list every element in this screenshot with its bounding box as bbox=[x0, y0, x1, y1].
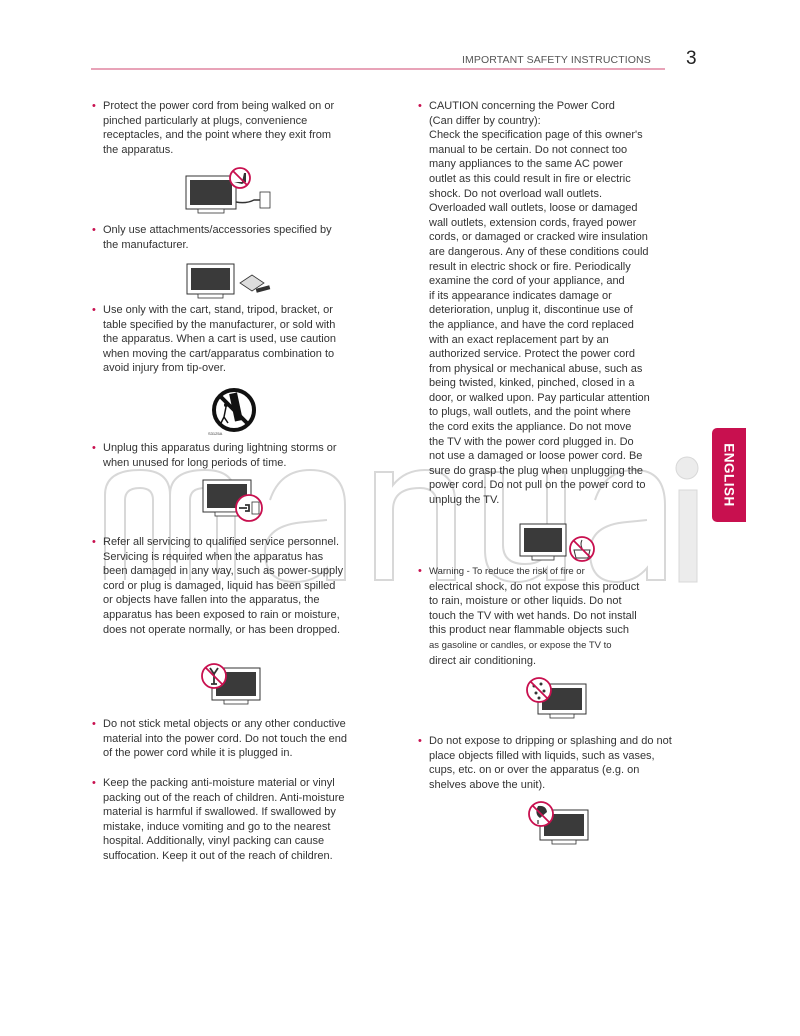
safety-item-power-cord-caution: • CAUTION concerning the Power Cord (Can differ by country): Check the specification page of this owner's manual to be certain. Do not connect too many appliances to the same AC power outlet as this could result in fire or electric shock. Do not overload wall outlets. Overloaded wall outlets, loose or damaged wall outlets, extension cords, frayed power cords, or damaged or cracked wire insulation are dangerous. Any of these conditions could result in electric shock or fire. Periodically examine the cord of your appliance, and if its appearance indicates damage or deterioration, unplug it, discontinue use of the appliance, and have the cord replaced with an exact replacement part by an authorized service. Protect the power cord from physical or mechanical abuse, such as being twisted, kinked, pinched, closed in a door, or walked upon. Pay particular attention to plugs, wall outlets, and the point where the cord exits the appliance. Do not move the TV with the power cord plugged in. Do not use a damaged or loose power cord. Be sure do grasp the plug when unplugging the power cord. Do not pull on the power cord to unplug the TV. bbox=[418, 100, 650, 507]
page-number: 3 bbox=[686, 48, 697, 69]
cart-tip-over-warning-icon bbox=[206, 387, 260, 437]
tv-no-vase-icon bbox=[526, 800, 590, 846]
bullet-icon: • bbox=[92, 304, 96, 316]
tv-no-step-on-cord-icon bbox=[184, 166, 284, 216]
bullet-icon: • bbox=[418, 735, 422, 747]
svg-text:S3125A: S3125A bbox=[208, 431, 223, 436]
bullet-icon: • bbox=[92, 224, 96, 236]
safety-item-dripping-splashing: • Do not expose to dripping or splashing and do not place objects filled with liquids, such as vases, cups, etc. on or over the apparatus (e.g. on shelves above the unit). bbox=[418, 735, 672, 791]
safety-item-anti-moisture: • Keep the packing anti-moisture material or vinyl packing out of the reach of children. Anti-moisture material is harmful if swallowed. If swallowed by mistake, induce vomiting and go to the nearest hospital. Additionally, vinyl packing can cause suffocation. Keep it out of the reach of children. bbox=[92, 777, 345, 862]
safety-item-power-cord-protection: • Protect the power cord from being walked on or pinched particularly at plugs, convenience receptacles, and the point where they exit from the apparatus. bbox=[92, 100, 335, 156]
bullet-icon: • bbox=[92, 718, 96, 730]
safety-item-metal-objects: • Do not stick metal objects or any other conductive material into the power cord. Do not touch the end of the power cord while it is plugged in. bbox=[92, 718, 347, 760]
bullet-icon: • bbox=[92, 100, 96, 112]
safety-item-attachments: • Only use attachments/accessories specified by the manufacturer. bbox=[92, 224, 332, 251]
tv-accessories-icon bbox=[186, 263, 276, 301]
safety-item-servicing: • Refer all servicing to qualified service personnel. Servicing is required when the apparatus has been damaged in any way, such as power-supply cord or plug is damaged, liquid has been spilled or objects have fallen into the apparatus, the apparatus has been exposed to rain or moisture, does not operate normally, or has been dropped. bbox=[92, 536, 344, 636]
language-tab-label: ENGLISH bbox=[721, 443, 737, 507]
bullet-icon: • bbox=[92, 442, 96, 454]
tv-no-rain-icon bbox=[524, 676, 588, 720]
header-divider bbox=[91, 68, 665, 70]
safety-item-unplug-lightning: • Unplug this apparatus during lightning storms or when unused for long periods of time. bbox=[92, 442, 337, 469]
bullet-icon: • bbox=[92, 536, 96, 548]
bullet-icon: • bbox=[418, 100, 422, 112]
bullet-icon: • bbox=[92, 777, 96, 789]
tv-no-self-service-icon bbox=[198, 662, 262, 706]
bullet-icon: • bbox=[418, 565, 422, 577]
safety-item-cart-stand: • Use only with the cart, stand, tripod, bracket, or table specified by the manufacturer, or sold with the apparatus. When a cart is used, use caution when moving the cart/apparatus combination to avoid injury from tip-over. bbox=[92, 304, 336, 375]
tv-unplug-icon bbox=[201, 478, 269, 526]
tv-no-candles-icon bbox=[518, 522, 600, 564]
section-title: IMPORTANT SAFETY INSTRUCTIONS bbox=[462, 54, 651, 66]
language-tab-english[interactable] bbox=[712, 428, 746, 522]
safety-item-warning-moisture: • Warning - To reduce the risk of fire or electrical shock, do not expose this product to rain, moisture or other liquids. Do not touch the TV with wet hands. Do not install this product near flammable objects such as gasoline or candles, or expose the TV to direct air conditioning. bbox=[418, 565, 640, 667]
